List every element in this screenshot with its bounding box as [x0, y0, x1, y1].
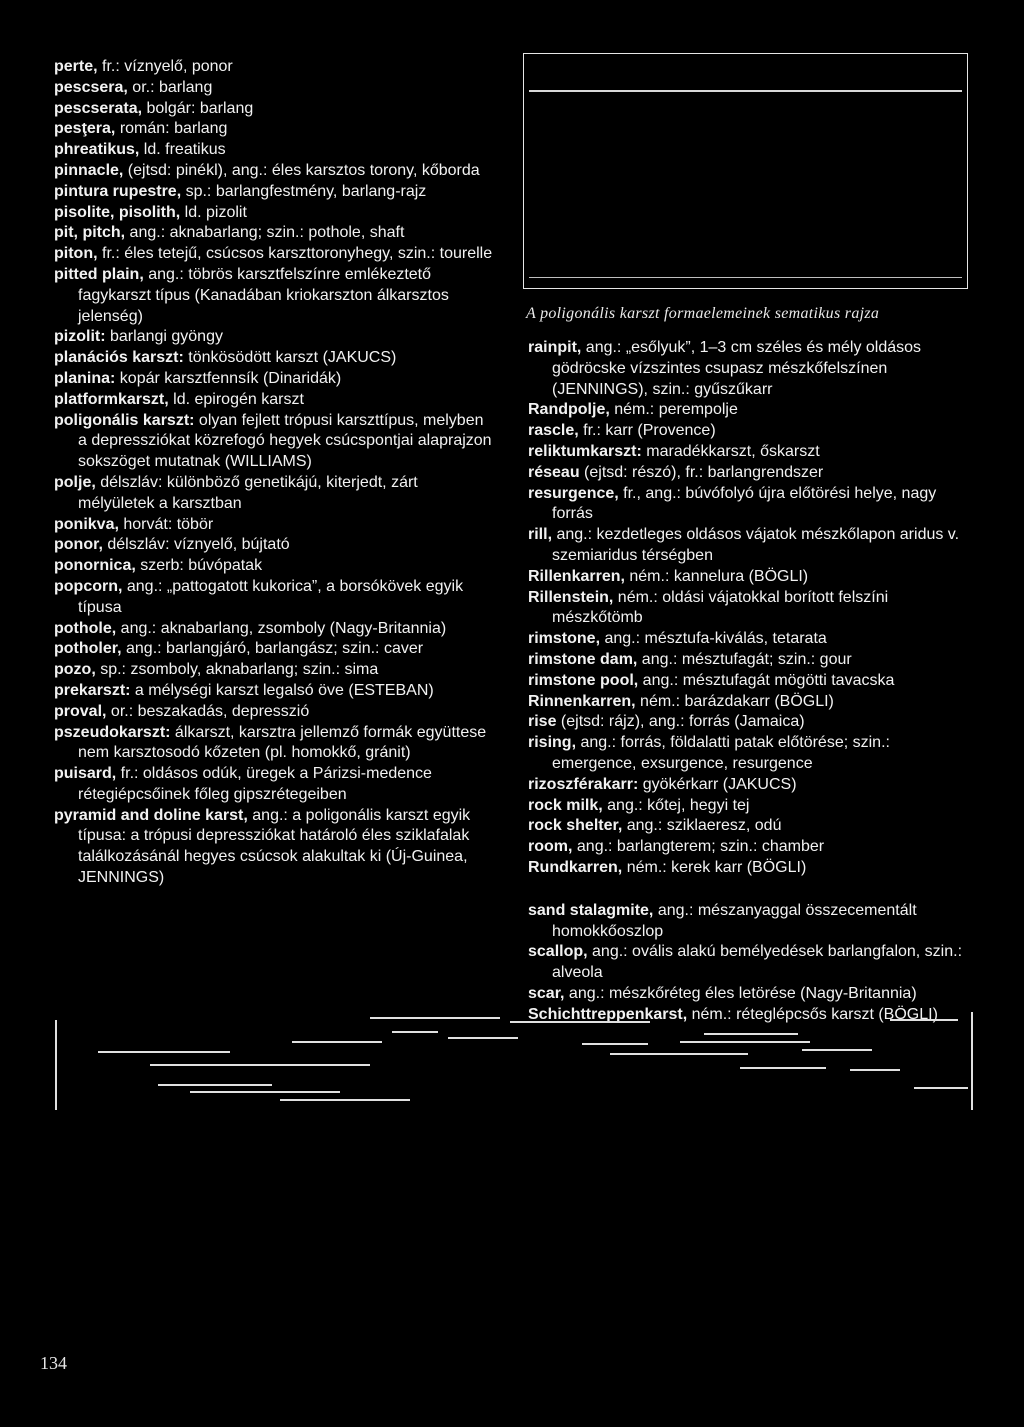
entry-definition: ang.: mésztufagát mögötti tavacska	[638, 671, 895, 689]
entry-term: ponikva,	[54, 515, 119, 533]
entry-term: rimstone dam,	[528, 650, 638, 668]
entry-definition: ld. epirogén karszt	[168, 390, 304, 408]
glossary-entry	[54, 723, 494, 765]
glossary-entry	[528, 588, 968, 630]
glossary-entry	[528, 463, 968, 484]
entry-definition: ang.: barlangjáró, barlangász; szin.: caver	[121, 640, 424, 658]
entry-term: pescsera,	[54, 78, 128, 96]
entry-definition: bolgár: barlang	[142, 99, 254, 117]
entry-term: poligonális karszt:	[54, 411, 195, 429]
entry-term: room,	[528, 838, 573, 856]
entry-term: resurgence,	[528, 484, 619, 502]
entry-term: rimstone pool,	[528, 671, 639, 689]
glossary-entry	[54, 244, 494, 265]
entry-definition: tönkösödött karszt (JAKUCS)	[183, 349, 397, 367]
entry-term: ponornica,	[54, 557, 136, 575]
entry-term: rock milk,	[528, 796, 603, 814]
entry-term: polje,	[54, 473, 96, 491]
entry-term: rock shelter,	[528, 817, 623, 835]
left-column	[54, 57, 494, 889]
entry-definition: sp.: zsomboly, aknabarlang; szin.: sima	[95, 661, 379, 679]
entry-definition: ném.: oldási vájatokkal borított felszíni mészkőtömb	[552, 588, 889, 627]
entry-definition: horvát: töbör	[118, 515, 214, 533]
entry-definition: maradékkarszt, őskarszt	[641, 442, 820, 460]
figure-line-bottom	[529, 277, 962, 278]
entry-term: perte,	[54, 58, 98, 75]
entry-definition: ang.: ovális alakú bemélyedések barlangfalon, szin.: alveola	[552, 943, 963, 982]
glossary-entry	[528, 901, 968, 943]
entry-term: rising,	[528, 734, 577, 752]
glossary-entry	[528, 338, 968, 400]
glossary-entry	[54, 806, 494, 889]
entry-term: proval,	[54, 702, 107, 720]
entry-term: Rillenstein,	[528, 588, 614, 606]
entry-term: Schichttreppenkarst,	[528, 1005, 688, 1023]
entry-definition: ném.: kannelura (BÖGLI)	[624, 567, 809, 585]
glossary-entry	[528, 796, 968, 817]
entry-definition: ném.: kerek karr (BÖGLI)	[622, 858, 807, 876]
glossary-entry	[54, 348, 494, 369]
glossary-entry	[528, 525, 968, 567]
entry-term: puisard,	[54, 765, 117, 783]
entry-definition: or.: barlang	[127, 78, 213, 96]
glossary-entry	[528, 484, 968, 526]
entry-definition: fr.: víznyelő, ponor	[97, 58, 233, 75]
entry-term: pyramid and doline karst,	[54, 806, 248, 824]
entry-definition: ang.: forrás, földalatti patak előtörése; szin.: emergence, exsurgence, resurgence	[552, 734, 890, 772]
entry-term: phreatikus,	[54, 141, 140, 159]
entry-definition: román: barlang	[115, 120, 228, 138]
glossary-entry	[528, 421, 968, 442]
glossary-entry	[54, 764, 494, 806]
entry-definition: (ejtsd: rájz), ang.: forrás (Jamaica)	[556, 713, 805, 731]
entry-definition: ang.: mészkőréteg éles letörése (Nagy-Britannia)	[564, 984, 917, 1002]
glossary-entry	[54, 702, 494, 723]
entry-definition: ang.: mésztufagát; szin.: gour	[637, 650, 852, 668]
glossary-entry	[54, 535, 494, 556]
entry-definition: gyökérkarr (JAKUCS)	[638, 775, 797, 793]
glossary-entry	[54, 681, 494, 702]
entry-term: popcorn,	[54, 577, 123, 595]
glossary-entry	[54, 660, 494, 681]
entry-definition: or.: beszakadás, depresszió	[106, 702, 310, 720]
glossary-entry	[528, 671, 968, 692]
entry-term: pescserata,	[54, 99, 143, 117]
glossary-entry	[54, 265, 494, 327]
entry-term: réseau	[528, 463, 580, 481]
entry-term: pothole,	[54, 619, 117, 637]
figure-line-top	[529, 90, 962, 92]
entry-definition: ang.: a poligonális karszt egyik típusa: a trópusi depressziókat határoló éles sziklafalak találkozásánál hegyes csúcsok alakultak ki (Új-Guinea, JENNINGS)	[78, 806, 471, 887]
entry-definition: (ejtsd: részó), fr.: barlangrendszer	[579, 463, 824, 481]
entry-term: rimstone,	[528, 630, 601, 648]
entry-term: Randpolje,	[528, 401, 610, 419]
entry-term: Rinnenkarren,	[528, 692, 636, 710]
entry-definition: fr.: karr (Provence)	[578, 422, 716, 440]
entry-term: scallop,	[528, 943, 588, 961]
entry-term: reliktumkarszt:	[528, 442, 642, 460]
glossary-entry	[528, 775, 968, 796]
entry-term: pitted plain,	[54, 265, 144, 283]
glossary-entry	[54, 556, 494, 577]
glossary-entry	[54, 411, 494, 473]
glossary-entry	[54, 99, 494, 120]
entry-definition: ang.: mészanyaggal összecementált homokkőoszlop	[552, 901, 917, 940]
entry-term: sand stalagmite,	[528, 901, 654, 919]
entry-definition: ang.: sziklaeresz, odú	[622, 817, 782, 835]
entry-definition: ang.: aknabarlang; szin.: pothole, shaft	[125, 224, 405, 242]
entry-term: Rundkarren,	[528, 858, 623, 876]
glossary-entry	[54, 327, 494, 348]
entry-term: pesţera,	[54, 120, 116, 138]
entry-definition: fr., ang.: búvófolyó újra előtörési helye, nagy forrás	[552, 484, 937, 523]
entry-definition: ang.: mésztufa-kiválás, tetarata	[600, 630, 827, 648]
entry-definition: olyan fejlett trópusi karszttípus, melyben a depressziókat közrefogó hegyek csúcspontjai alaprajzon sokszöget mutatnak (WILLIAMS)	[78, 411, 492, 471]
glossary-entry	[54, 577, 494, 619]
entry-definition: (ejtsd: pinékl), ang.: éles karsztos torony, kőborda	[123, 161, 480, 179]
entry-term: pit, pitch,	[54, 224, 126, 242]
entry-definition: délszláv: víznyelő, bújtató	[102, 536, 290, 554]
glossary-entry	[528, 567, 968, 588]
glossary-entry	[528, 650, 968, 671]
entry-definition: ang.: aknabarlang, zsomboly (Nagy-Britannia)	[116, 619, 447, 637]
entry-term: pisolite, pisolith,	[54, 203, 181, 221]
entry-definition: ang.: kőtej, hegyi tej	[602, 796, 750, 814]
entry-term: planina:	[54, 369, 116, 387]
glossary-entry	[54, 515, 494, 536]
glossary-entry	[54, 639, 494, 660]
entry-term: rainpit,	[528, 339, 582, 356]
glossary-entry	[54, 203, 494, 224]
entry-term: pizolit:	[54, 328, 106, 346]
glossary-entry	[528, 733, 968, 775]
glossary-entry	[54, 78, 494, 99]
entry-definition: barlangi gyöngy	[105, 328, 223, 346]
glossary-entry	[528, 442, 968, 463]
glossary-entry	[54, 390, 494, 411]
glossary-entry	[54, 161, 494, 182]
page-number: 134	[40, 1353, 67, 1373]
entry-definition: ld. freatikus	[139, 141, 226, 159]
entry-term: planációs karszt:	[54, 349, 184, 367]
entry-definition: kopár karsztfennsík (Dinaridák)	[115, 369, 342, 387]
glossary-entry	[528, 400, 968, 421]
entry-definition: ang.: barlangterem; szin.: chamber	[572, 838, 825, 856]
right-column	[528, 338, 968, 1026]
entry-definition: ang.: „esőlyuk”, 1–3 cm széles és mély oldásos gödröcske vízszintes csupasz mészkőfelszínen (JENNINGS), szin.: gyűszűkarr	[552, 339, 922, 398]
entry-definition: sp.: barlangfestmény, barlang-rajz	[181, 182, 427, 200]
entry-definition: álkarszt, karsztra jellemző formák együttese nem karsztosodó kőzeten (pl. homokkő, gránit)	[78, 723, 487, 762]
entry-term: rizoszférakarr:	[528, 775, 639, 793]
entry-definition: ném.: barázdakarr (BÖGLI)	[635, 692, 834, 710]
entry-term: pszeudokarszt:	[54, 723, 171, 741]
glossary-entry	[528, 712, 968, 733]
entry-term: rise	[528, 713, 557, 731]
bottom-sketch	[40, 1010, 980, 1110]
entry-term: pintura rupestre,	[54, 182, 182, 200]
glossary-entry	[528, 629, 968, 650]
entry-term: ponor,	[54, 536, 103, 554]
figure-box	[523, 53, 968, 289]
entry-term: prekarszt:	[54, 681, 131, 699]
glossary-entry	[528, 942, 968, 984]
entry-definition: ném.: réteglépcsős karszt (BÖGLI)	[687, 1005, 938, 1023]
entry-definition: ném.: perempolje	[609, 401, 738, 419]
entry-term: rascle,	[528, 422, 579, 440]
glossary-entry	[528, 858, 968, 879]
figure-caption: A poligonális karszt formaelemeinek sematikus rajza	[526, 305, 880, 322]
glossary-entry	[54, 619, 494, 640]
entry-term: piton,	[54, 245, 98, 263]
glossary-entry	[54, 182, 494, 203]
entry-definition: ang.: kezdetleges oldásos vájatok mészkőlapon aridus v. szemiaridus térségben	[552, 526, 960, 564]
entry-definition: ang.: töbrös karsztfelszínre emlékeztető fagykarszt típus (Kanadában kriokarszton álkarsztos jelenség)	[78, 265, 449, 325]
entry-term: rill,	[528, 526, 553, 544]
entry-term: potholer,	[54, 640, 122, 658]
glossary-entry	[54, 119, 494, 140]
entry-definition: ang.: „pattogatott kukorica”, a borsókövek egyik típusa	[78, 577, 464, 616]
entry-definition: ld. pizolit	[180, 203, 247, 221]
glossary-entry	[54, 473, 494, 515]
entry-definition: fr.: éles tetejű, csúcsos karszttoronyhegy, szin.: tourelle	[97, 245, 493, 263]
glossary-entry	[528, 816, 968, 837]
glossary-entry	[54, 223, 494, 244]
entry-term: Rillenkarren,	[528, 567, 625, 585]
entry-definition: fr.: oldásos odúk, üregek a Párizsi-medence rétegiépcsőinek főleg gipszrétegeiben	[78, 765, 432, 803]
section-gap	[528, 879, 968, 901]
entry-definition: délszláv: különböző genetikájú, kiterjedt, zárt mélyületek a karsztban	[78, 473, 418, 512]
glossary-entry	[54, 369, 494, 390]
entry-term: scar,	[528, 984, 565, 1002]
glossary-entry	[528, 837, 968, 858]
entry-definition: szerb: búvópatak	[135, 557, 263, 575]
glossary-entry	[54, 57, 494, 78]
glossary-entry	[54, 140, 494, 161]
entry-term: pinnacle,	[54, 161, 124, 179]
entry-term: pozo,	[54, 661, 96, 679]
entry-definition: a mélységi karszt legalsó öve (ESTEBAN)	[130, 681, 434, 699]
glossary-entry	[528, 692, 968, 713]
entry-term: platformkarszt,	[54, 390, 169, 408]
glossary-entry	[528, 984, 968, 1005]
